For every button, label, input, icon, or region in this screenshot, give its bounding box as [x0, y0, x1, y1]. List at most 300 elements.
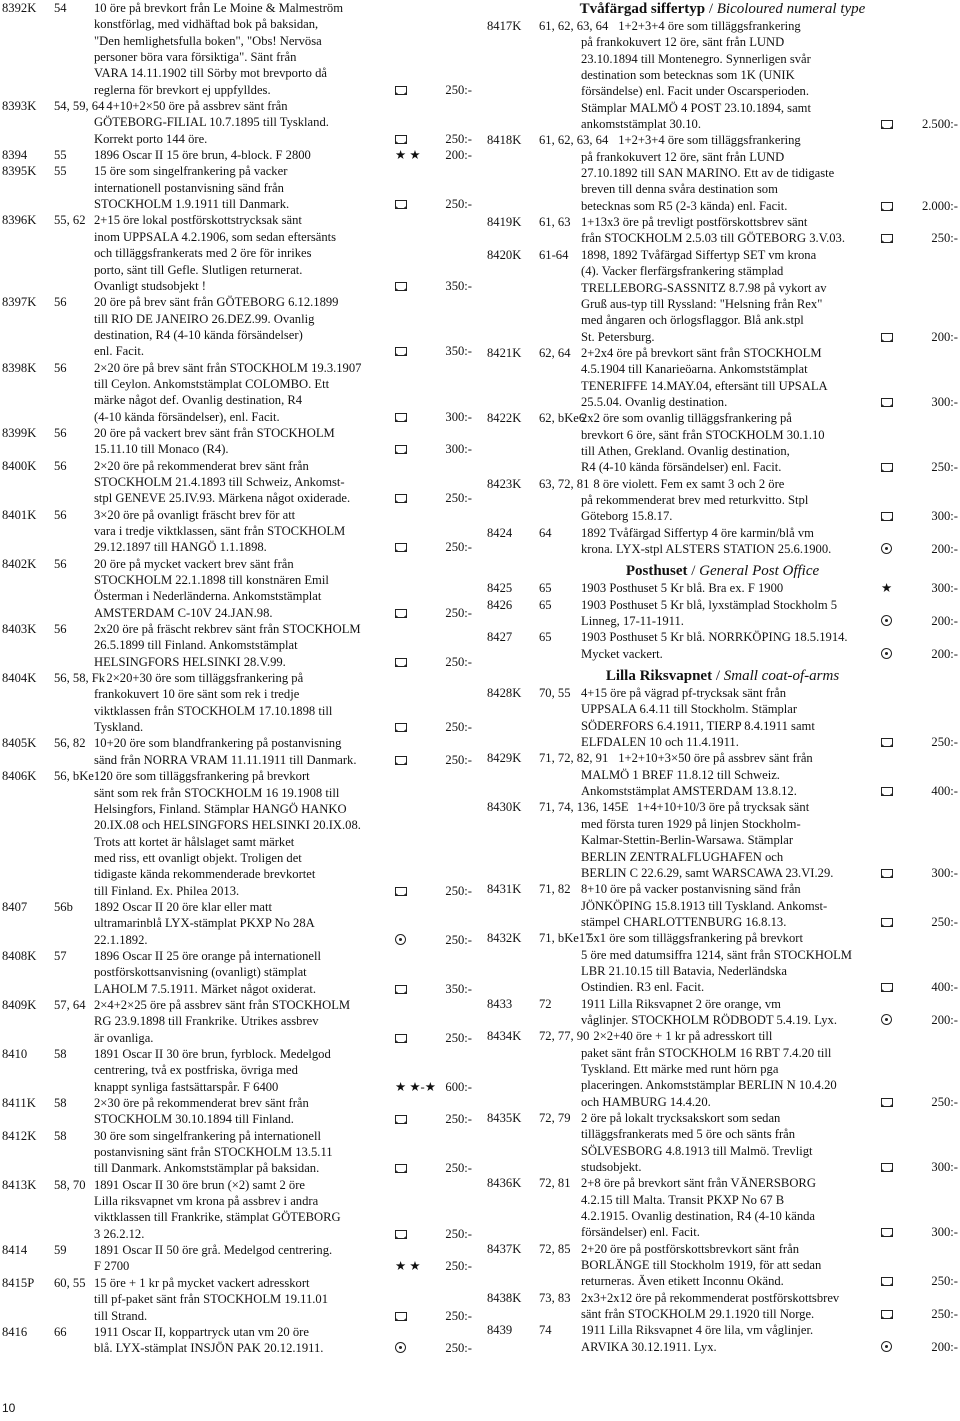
condition-symbol — [395, 932, 406, 948]
description-line: inom UPPSALA 4.2.1906, som sedan eftersänts — [94, 229, 337, 244]
catalog-entry — [487, 132, 958, 214]
description-line: 1911 Lilla Riksvapnet 4 öre lila, vm våglinjer. — [581, 1323, 814, 1338]
lot-number: 8406K — [2, 769, 37, 784]
description-line: till Danmark. Ankomststämplar på baksidan. — [94, 1161, 320, 1176]
description-line: 5x1 öre som tilläggsfrankering på brevkort — [587, 931, 803, 946]
description-line: 2+2x4 öre på brevkort sänt från STOCKHOLM — [581, 345, 822, 360]
price: 200:- — [445, 148, 472, 163]
description-line: 2 öre på lokalt trycksakskort som sedan — [581, 1111, 781, 1125]
lot-number: 8424 — [487, 525, 513, 540]
price: 200:- — [931, 1012, 958, 1027]
facit-reference: 55 — [54, 148, 67, 163]
envelope-icon — [881, 1310, 893, 1319]
description-line: 22.1.1892. — [94, 932, 148, 947]
description-line: St. Petersburg. — [581, 329, 655, 344]
lot-number: 8430K — [487, 800, 522, 815]
price: 300:- — [931, 394, 958, 409]
lot-number: 8405K — [2, 736, 37, 751]
circle-dot-icon — [395, 1342, 406, 1353]
description-line: Korrekt porto 144 öre. — [94, 131, 208, 146]
envelope-icon — [881, 918, 893, 927]
facit-reference: 65 — [539, 630, 552, 645]
description-line: 27.10.1892 till SAN MARINO. Ett av de tidigaste — [581, 166, 835, 181]
description-line: centrering, två ex postfriska, övriga med — [94, 1063, 298, 1078]
section-separator: / — [705, 1, 717, 17]
description-line: 30 öre som singelfrankering på internationell — [94, 1128, 321, 1143]
description-line: placeringen. Ankomststämplar BERLIN N 10.4.20 — [581, 1078, 837, 1093]
envelope-icon — [395, 543, 407, 552]
catalog-entry — [2, 997, 472, 1046]
star-icon: ★ — [881, 581, 893, 596]
description-line: postanvisning sänt från STOCKHOLM 13.5.11 — [94, 1145, 333, 1160]
condition-symbol — [395, 752, 407, 768]
catalog-entry — [2, 735, 472, 768]
section-title: Tvåfärgad siffertyp — [579, 1, 706, 17]
catalog-entry — [2, 621, 472, 670]
catalog-entry — [2, 768, 472, 899]
description-line: 1896 Oscar II 15 öre brun, 4-block. F 2800 — [94, 148, 311, 163]
lot-number: 8426 — [487, 597, 513, 612]
description-line: 15.11.10 till Monaco (R4). — [94, 442, 229, 457]
section-separator: / — [712, 668, 724, 685]
facit-reference: 63, 72, 81 — [539, 476, 590, 491]
lot-number: 8437K — [487, 1241, 522, 1256]
description-line: 8+10 öre på vacker postanvisning sänd från — [581, 882, 801, 897]
description-line: 1892 Tvåfärgad Siffertyp 4 öre karmin/blå vm — [581, 525, 814, 540]
price: 350:- — [445, 981, 472, 996]
envelope-icon — [395, 723, 407, 732]
facit-reference: 58 — [54, 1128, 67, 1143]
condition-symbol — [881, 1094, 893, 1110]
description-line: sänt som rek från STOCKHOLM 16 19.1908 till — [94, 785, 340, 800]
description-line: 1896 Oscar II 25 öre orange på internationell — [94, 948, 321, 963]
lot-number: 8396K — [2, 213, 37, 228]
facit-reference: 59 — [54, 1243, 67, 1258]
facit-reference: 58 — [54, 1096, 67, 1111]
description-line: försändelser) enl. Facit. — [581, 1225, 700, 1240]
catalog-entry — [487, 930, 958, 995]
description-line: på rekommenderat brev med returkvitto. Stpl — [581, 492, 809, 507]
description-line: enl. Facit. — [94, 344, 145, 359]
description-line: 2x2 öre som ovanlig tilläggsfrankering på — [581, 411, 792, 426]
catalog-entry — [487, 597, 958, 630]
lot-number: 8414 — [2, 1243, 28, 1258]
condition-symbol — [395, 409, 407, 425]
price: 300:- — [445, 409, 472, 424]
facit-reference: 72, 85 — [539, 1241, 571, 1256]
description-line: sänd från NORRA VRAM 11.11.1911 till Danmark. — [94, 752, 357, 767]
envelope-icon — [395, 200, 407, 209]
facit-reference: 56b — [54, 899, 73, 914]
section-title: Posthuset — [625, 563, 688, 580]
catalog-entry — [487, 18, 958, 132]
lot-number: 8402K — [2, 556, 37, 571]
description-line: till Athen, Grekland. Ovanlig destination, — [581, 443, 790, 458]
catalog-entry — [2, 425, 472, 458]
description-line: "Den hemlighetsfulla boken", "Obs! Nervösa — [94, 33, 322, 48]
condition-symbol — [881, 508, 893, 524]
envelope-icon — [881, 983, 893, 992]
condition-symbol — [395, 883, 407, 899]
lot-number: 8434K — [487, 1029, 522, 1044]
facit-reference: 71, 74, 136, 145E — [539, 800, 629, 815]
lot-number: 8421K — [487, 345, 522, 360]
price: 250:- — [445, 491, 472, 506]
catalog-entry — [487, 525, 958, 558]
circle-dot-icon — [881, 543, 892, 554]
lot-number: 8438K — [487, 1290, 522, 1305]
description-line: TENERIFFE 14.MAY.04, eftersänt till UPSALA — [581, 378, 828, 393]
envelope-icon — [881, 738, 893, 747]
description-line: RG 23.9.1898 till Frankrike. Utrikes assbrev — [94, 1014, 319, 1029]
description-line: internationell postanvisning sänd från — [94, 180, 284, 195]
lot-number: 8399K — [2, 425, 37, 440]
lot-number: 8407 — [2, 899, 28, 914]
description-line: breven till denna svåra destination som — [581, 182, 778, 197]
envelope-icon — [395, 445, 407, 454]
lot-number: 8431K — [487, 882, 522, 897]
section-heading — [487, 562, 958, 580]
description-line: tidigaste kända rekommenderade brevkortet — [94, 867, 316, 882]
description-line: 10+20 öre som blandfrankering på postanvisning — [94, 736, 342, 751]
description-line: STOCKHOLM 1.9.1911 till Danmark. — [94, 197, 290, 212]
description-line: 1891 Oscar II 30 öre brun, fyrblock. Medelgod — [94, 1047, 331, 1061]
catalog-entry — [487, 881, 958, 930]
lot-number: 8398K — [2, 360, 37, 375]
catalog-entry — [487, 750, 958, 799]
envelope-icon — [881, 202, 893, 211]
description-line: Helsingfors, Finland. Stämplar HANGÖ HANKO — [94, 801, 347, 816]
facit-reference: 56, 82 — [54, 736, 86, 751]
price: 250:- — [931, 460, 958, 475]
envelope-icon — [881, 1277, 893, 1286]
price: 250:- — [445, 1030, 472, 1045]
price: 350:- — [445, 278, 472, 293]
description-line: 2×20 öre på rekommenderat brev sänt från — [94, 458, 309, 473]
description-line: frankokuvert 10 öre sänt som rek i tredje — [94, 687, 300, 702]
description-line: 15 öre + 1 kr på mycket vackert adresskort — [94, 1275, 310, 1290]
price: 250:- — [931, 1094, 958, 1109]
lot-number: 8412K — [2, 1128, 37, 1143]
description-line: 4.2.1915. Ovanlig destination, R4 (4-10 kända — [581, 1209, 815, 1224]
price: 250:- — [445, 82, 472, 97]
facit-reference: 65 — [539, 581, 552, 596]
price: 250:- — [445, 1341, 472, 1356]
catalog-entry — [487, 1175, 958, 1240]
description-line: krona. LYX-stpl ALSTERS STATION 25.6.1900. — [581, 542, 832, 556]
section-subtitle: Bicoloured numeral type — [716, 1, 866, 17]
description-line: till Strand. — [94, 1308, 148, 1323]
description-line: Göteborg 15.8.17. — [581, 509, 673, 524]
lot-number: 8411K — [2, 1096, 36, 1111]
catalog-entry — [487, 1290, 958, 1323]
catalog-entry — [2, 1324, 472, 1357]
condition-symbol — [395, 196, 407, 212]
description-line: 5 öre med datumsiffra 1214, sänt från STOCKHOLM — [581, 947, 852, 962]
description-line: 20 öre på mycket vackert brev sänt från — [94, 556, 294, 571]
description-line: 1892 Oscar II 20 öre klar eller matt — [94, 899, 272, 914]
catalog-entry — [487, 214, 958, 247]
description-line: 2x3+2x12 öre på rekommenderat postförskottsbrev — [581, 1290, 840, 1305]
facit-reference: 58, 70 — [54, 1177, 86, 1192]
price: 250:- — [445, 605, 472, 620]
description-line: sänt från STOCKHOLM 29.1.1920 till Norge. — [581, 1307, 815, 1322]
description-line: 23.10.1894 till Montenegro. Synnerligen svår — [581, 51, 811, 66]
condition-symbol — [395, 1308, 407, 1324]
price: 600:- — [445, 1079, 472, 1094]
description-line: vara i tredje viktklassen, sänt från STOCKHOLM — [94, 524, 346, 538]
description-line: 1+2+3+4 öre som tilläggsfrankering — [618, 19, 801, 33]
description-line: brevkort 6 öre, sänt från STOCKHOLM 30.1.10 — [581, 427, 825, 442]
catalog-entry — [2, 556, 472, 621]
envelope-icon — [395, 1230, 407, 1239]
description-line: 2×4+2×25 öre på assbrev sänt från STOCKHOLM — [94, 997, 351, 1012]
description-line: 4.2.15 till Malta. Transit PKXP No 67 B — [581, 1192, 785, 1207]
lot-number: 8394 — [2, 148, 28, 163]
lot-number: 8401K — [2, 507, 37, 522]
catalog-entry — [487, 1241, 958, 1290]
description-line: porto, sänt till Gefle. Slutligen returnerat. — [94, 262, 303, 277]
catalog-entry — [2, 212, 472, 294]
description-line: Ovanligt studsobjekt ! — [94, 278, 206, 293]
condition-symbol — [395, 1160, 407, 1176]
condition-symbol — [881, 1159, 893, 1175]
star-icon: ★ ★-★ — [395, 1079, 436, 1094]
price: 250:- — [931, 914, 958, 929]
facit-reference: 60, 55 — [54, 1275, 86, 1290]
description-line: knappt synliga fastsättarspår. F 6400 — [94, 1079, 279, 1094]
description-line: STOCKHOLM 21.4.1893 till Schweiz, Ankomst- — [94, 474, 345, 489]
facit-reference: 71, bKe17 — [539, 931, 592, 946]
description-line: till Finland. Ex. Philea 2013. — [94, 883, 240, 898]
lot-number: 8413K — [2, 1177, 37, 1192]
description-line: till Ceylon. Ankomststämplat COLOMBO. Ett — [94, 376, 330, 391]
price: 400:- — [931, 980, 958, 995]
condition-symbol — [881, 394, 893, 410]
lot-number: 8422K — [487, 411, 522, 426]
section-separator: / — [687, 563, 700, 580]
price: 250:- — [445, 131, 472, 146]
condition-symbol — [395, 1111, 407, 1127]
price: 300:- — [931, 581, 958, 596]
circle-dot-icon — [881, 1341, 892, 1352]
envelope-icon — [395, 1034, 407, 1043]
description-line: blå. LYX-stämplat INSJÖN PAK 20.12.1911. — [94, 1341, 324, 1356]
price: 250:- — [445, 752, 472, 767]
description-line: till RIO DE JANEIRO 26.DEZ.99. Ovanlig — [94, 311, 315, 326]
description-line: 2×30 öre på rekommenderat brev sänt från — [94, 1096, 309, 1111]
price: 200:- — [931, 646, 958, 661]
facit-reference: 57 — [54, 948, 67, 963]
description-line: destination, R4 (4-10 kända försändelser) — [94, 327, 303, 342]
description-line: Ostindien. R3 enl. Facit. — [581, 980, 705, 995]
envelope-icon — [395, 413, 407, 422]
price: 200:- — [931, 329, 958, 344]
envelope-icon — [395, 658, 407, 667]
price: 200:- — [931, 1339, 958, 1354]
description-line: 20 öre som tilläggsfrankering på brevkort — [100, 769, 310, 784]
description-line: STOCKHOLM 22.1.1898 till konstnären Emil — [94, 573, 329, 588]
description-line: Ankomststämplat AMSTERDAM 13.8.12. — [581, 784, 797, 799]
lot-number: 8395K — [2, 164, 37, 179]
description-line: (4-10 kända försändelser), enl. Facit. — [94, 409, 280, 424]
price: 2.500:- — [921, 117, 958, 132]
facit-reference: 61-64 — [539, 247, 569, 262]
circle-dot-icon — [395, 934, 406, 945]
envelope-icon — [395, 494, 407, 503]
section-title: Lilla Riksvapnet — [605, 668, 713, 685]
description-line: TRELLEBORG-SASSNITZ 8.7.98 på vykort av — [581, 280, 827, 295]
condition-symbol — [881, 783, 893, 799]
description-line: personer böra vara försiktiga". Sänt från — [94, 50, 297, 65]
description-line: 1911 Oscar II, koppartryck utan vm 20 öre — [94, 1324, 309, 1339]
facit-reference: 64 — [539, 525, 552, 540]
envelope-icon — [395, 347, 407, 356]
lot-number: 8433 — [487, 996, 513, 1011]
lot-number: 8439 — [487, 1323, 513, 1338]
description-line: 2×20 öre på brev sänt från STOCKHOLM 19.3.1907 — [94, 360, 362, 375]
facit-reference: 61, 63 — [539, 215, 571, 230]
condition-symbol — [881, 116, 893, 132]
price: 250:- — [445, 720, 472, 735]
catalog-entry — [487, 345, 958, 410]
price: 250:- — [445, 654, 472, 669]
condition-symbol — [881, 1339, 892, 1355]
condition-symbol — [881, 459, 893, 475]
section-subtitle: General Post Office — [699, 563, 820, 580]
description-line: 20.IX.08 och HELSINGFORS HELSINKI 20.IX.08. — [94, 818, 361, 833]
envelope-icon — [881, 1163, 893, 1172]
facit-reference: 56 — [54, 295, 67, 310]
condition-symbol — [881, 865, 893, 881]
description-line: 1911 Lilla Riksvapnet 2 öre orange, vm — [581, 996, 781, 1011]
facit-reference: 72, 77, 90 — [539, 1029, 590, 1044]
envelope-icon — [881, 512, 893, 521]
price: 250:- — [931, 1274, 958, 1289]
price: 300:- — [931, 1160, 958, 1175]
envelope-icon — [395, 135, 407, 144]
description-line: 1+2+10+3×50 öre på assbrev sänt från — [618, 751, 813, 766]
catalog-entry — [2, 1177, 472, 1242]
price: 300:- — [445, 442, 472, 457]
description-line: 1+2+3+4 öre som tilläggsfrankering — [618, 133, 801, 148]
description-line: HELSINGFORS HELSINKI 28.V.99. — [94, 654, 286, 669]
facit-reference: 61, 62, 63, 64 — [539, 19, 609, 33]
description-line: 4+10+2×50 öre på assbrev sänt från — [106, 99, 288, 114]
condition-symbol — [395, 1340, 406, 1356]
description-line: reglerna för brevkort ej uppfylldes. — [94, 82, 271, 97]
catalog-entry — [487, 629, 958, 662]
description-line: 4+15 öre på vägrad pf-trycksak sänt från — [581, 686, 787, 701]
catalog-entry — [487, 799, 958, 881]
description-line: VARA 14.11.1902 till Sörby mot brevporto då — [94, 66, 327, 81]
description-line: betecknas som R5 (2-3 kända) enl. Facit. — [581, 198, 788, 213]
envelope-icon — [881, 398, 893, 407]
price: 250:- — [445, 932, 472, 947]
description-line: 8 öre violett. Fem ex samt 3 och 2 öre — [593, 476, 785, 491]
facit-reference: 54, 59, 64 — [54, 99, 105, 114]
price: 250:- — [445, 883, 472, 898]
facit-reference: 62, bKe6 — [539, 411, 586, 426]
condition-symbol — [881, 734, 893, 750]
envelope-icon — [881, 463, 893, 472]
description-line: Kalmar-Stettin-Berlin-Warsawa. Stämplar — [581, 833, 794, 848]
description-line: 3×20 öre på ovanligt fräscht brev för att — [94, 507, 296, 522]
description-line: BORLÄNGE till Stockholm 1919, för att sedan — [581, 1258, 822, 1273]
catalog-entry — [487, 410, 958, 475]
lot-number: 8436K — [487, 1176, 522, 1191]
condition-symbol — [395, 1226, 407, 1242]
description-line: 1891 Oscar II 50 öre grå. Medelgod centrering. — [94, 1243, 333, 1258]
lot-number: 8410 — [2, 1047, 28, 1061]
condition-symbol — [395, 490, 407, 506]
envelope-icon — [395, 985, 407, 994]
condition-symbol — [395, 343, 407, 359]
lot-number: 8423K — [487, 476, 522, 491]
price: 250:- — [931, 231, 958, 246]
description-line: viktklassen från STOCKHOLM 17.10.1898 till — [94, 703, 333, 718]
facit-reference: 61, 62, 63, 64 — [539, 133, 609, 148]
section-subtitle: Small coat-of-arms — [723, 668, 840, 685]
facit-reference: 73, 83 — [539, 1290, 571, 1305]
lot-number: 8425 — [487, 581, 513, 596]
price: 250:- — [931, 1307, 958, 1322]
condition-symbol — [395, 131, 407, 147]
price: 2.000:- — [921, 198, 958, 213]
description-line: 29.12.1897 till HANGÖ 1.1.1898. — [94, 540, 267, 555]
description-line: Linneg, 17-11-1911. — [581, 614, 684, 629]
condition-symbol — [881, 979, 893, 995]
description-line: MALMÖ 1 BREF 11.8.12 till Schweiz. — [581, 767, 780, 782]
price: 300:- — [931, 509, 958, 524]
star-icon: ★ ★ — [395, 148, 421, 163]
lot-number: 8393K — [2, 99, 37, 114]
lot-number: 8415P — [2, 1275, 35, 1290]
facit-reference: 56, bKe12 — [54, 769, 107, 784]
facit-reference: 56 — [54, 622, 67, 637]
facit-reference: 56 — [54, 556, 67, 571]
description-line: konstförlag, med vidhäftad bok på baksidan, — [94, 17, 319, 32]
description-line: JÖNKÖPING 15.8.1913 till Tyskland. Ankomst- — [581, 898, 828, 913]
description-line: 20 öre på brev sänt från GÖTEBORG 6.12.1899 — [94, 295, 339, 310]
circle-dot-icon — [881, 615, 892, 626]
catalog-entry — [487, 996, 958, 1029]
catalog-entry — [2, 899, 472, 948]
catalog-entry — [2, 1128, 472, 1177]
description-line: Österman i Nederländerna. Ankomststämplat — [94, 589, 322, 604]
condition-symbol — [881, 646, 892, 662]
catalog-entry — [2, 147, 472, 163]
lot-number: 8403K — [2, 622, 37, 637]
description-line: 1903 Posthuset 5 Kr blå. Bra ex. F 1900 — [581, 581, 784, 596]
price: 250:- — [445, 1112, 472, 1127]
price: 400:- — [931, 784, 958, 799]
description-line: 25.5.04. Ovanlig destination. — [581, 394, 728, 409]
lot-number: 8416 — [2, 1324, 28, 1339]
description-line: 2x20 öre på fräscht rekbrev sänt från STOCKHOLM — [94, 622, 361, 637]
page-number: 10 — [2, 1401, 16, 1415]
condition-symbol — [881, 1306, 893, 1322]
lot-number: 8409K — [2, 997, 37, 1012]
lot-number: 8417K — [487, 19, 522, 33]
description-line: BERLIN C 22.6.29, samt WARSCAWA 23.VI.29. — [581, 865, 834, 880]
right-column — [487, 0, 958, 1355]
description-line: postförskottsanvisning (ovanligt) stämplat — [94, 965, 307, 980]
facit-reference: 62, 64 — [539, 345, 571, 360]
envelope-icon — [881, 1098, 893, 1107]
condition-symbol — [881, 541, 892, 557]
description-line: viktklassen till Frankrike, stämplat GÖTEBORG — [94, 1210, 341, 1225]
